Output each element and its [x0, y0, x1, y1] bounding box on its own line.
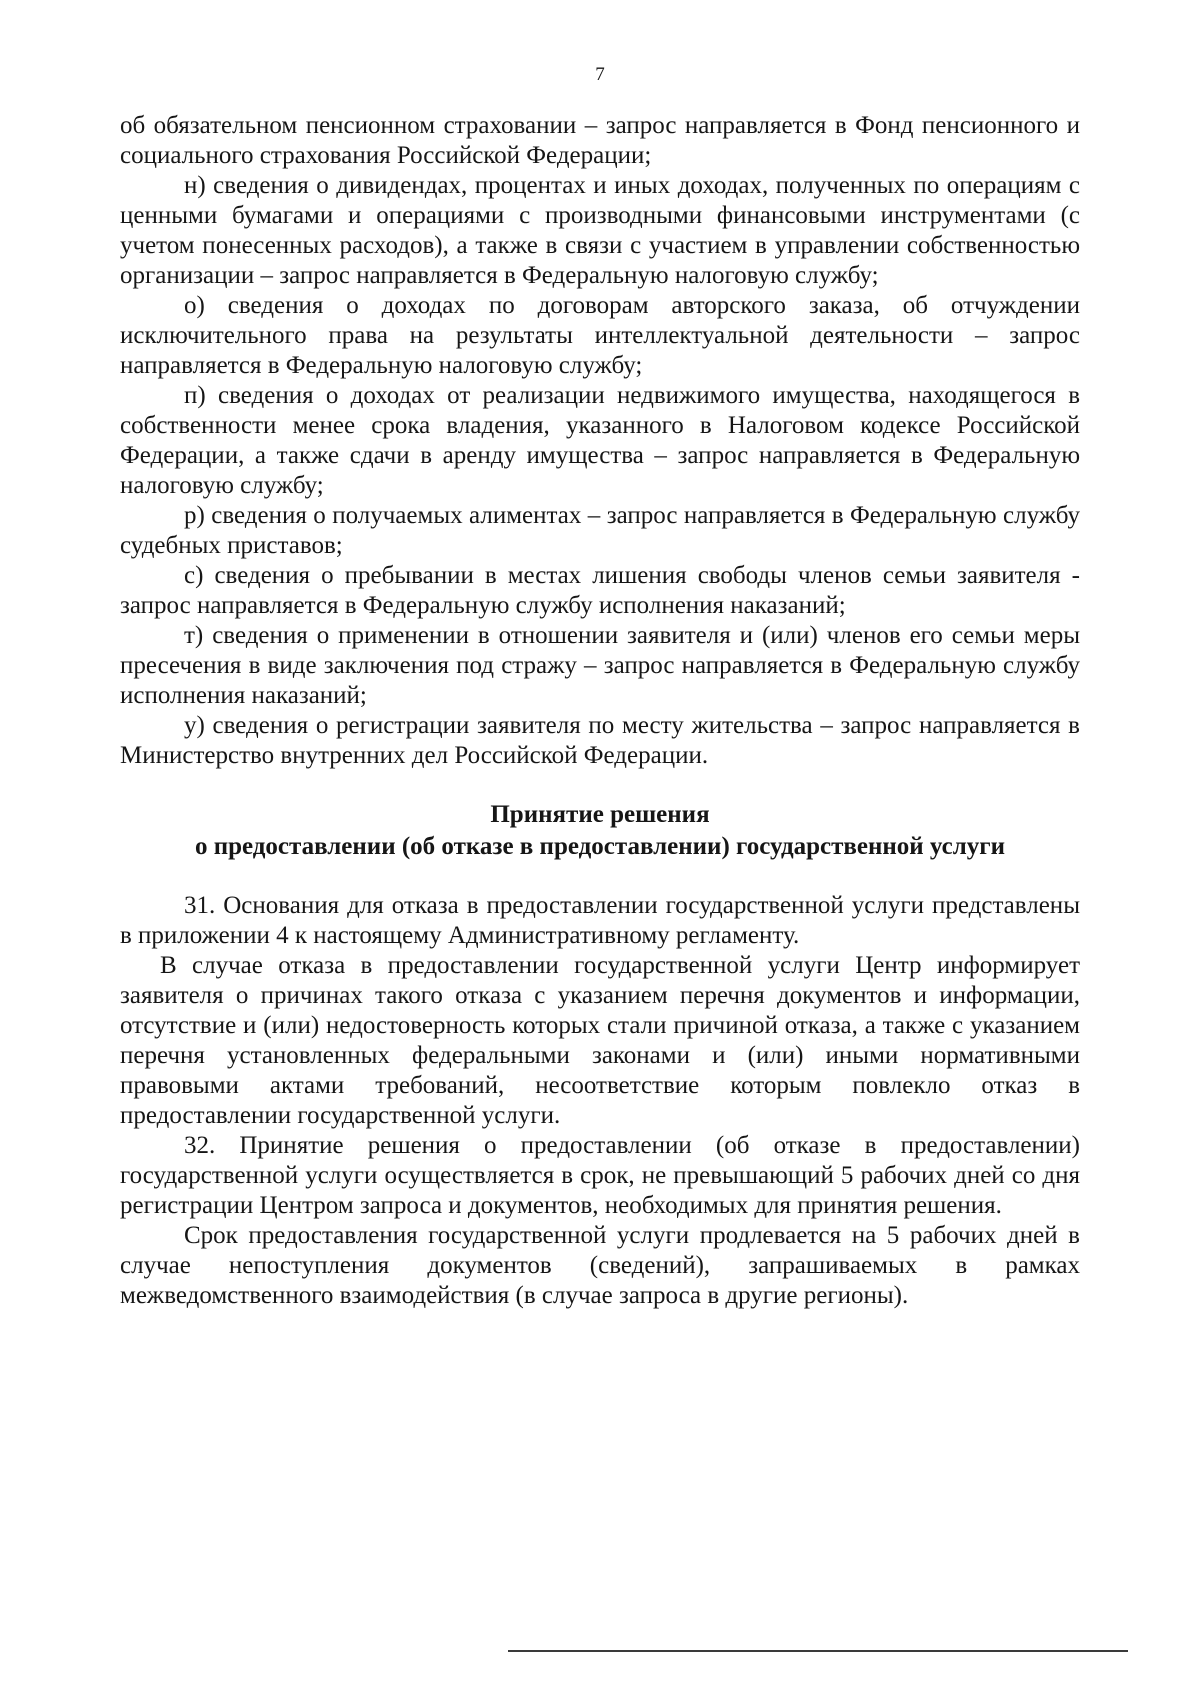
- paragraph-31: 31. Основания для отказа в предоставлении государственной услуги представлены в приложении 4 к настоящему Административному регламенту.: [120, 892, 1080, 949]
- section-heading-line1: Принятие решения: [490, 801, 710, 828]
- paragraph-item-o: о) сведения о доходах по договорам авторского заказа, об отчуждении исключительного права на результаты интеллектуальной деятельности – запрос направляется в Федеральную налоговую службу;: [120, 292, 1080, 379]
- paragraph-refusal-notice: В случае отказа в предоставлении государственной услуги Центр информирует заявителя о причинах такого отказа с указанием перечня документов и информации, отсутствие и (или) недостоверность которых стали причиной отказа, а также с указанием перечня установленных федеральными законами и (или) иными нормативными правовыми актами требований, несоответствие которым повлекло отказ в предоставлении государственной услуги.: [120, 952, 1080, 1129]
- page-number: 7: [595, 64, 605, 85]
- paragraph-item-p: п) сведения о доходах от реализации недвижимого имущества, находящегося в собственности менее срока владения, указанного в Налоговом кодексе Российской Федерации, а также сдачи в аренду имущества – запрос направляется в Федеральную налоговую службу;: [120, 382, 1080, 499]
- footer-divider-line: [508, 1650, 1128, 1652]
- paragraph-extension: Срок предоставления государственной услуги продлевается на 5 рабочих дней в случае непоступления документов (сведений), запрашиваемых в рамках межведомственного взаимодействия (в случае запроса в другие регионы).: [120, 1222, 1080, 1309]
- paragraph-item-u: у) сведения о регистрации заявителя по месту жительства – запрос направляется в Министерство внутренних дел Российской Федерации.: [120, 712, 1080, 769]
- section-heading: [120, 799, 1080, 863]
- paragraph-item-t: т) сведения о применении в отношении заявителя и (или) членов его семьи меры пресечения в виде заключения под стражу – запрос направляется в Федеральную службу исполнения наказаний;: [120, 622, 1080, 709]
- document-body: [120, 111, 1080, 1311]
- paragraph-item-n: н) сведения о дивидендах, процентах и иных доходах, полученных по операциям с ценными бумагами и операциями с производными финансовыми инструментами (с учетом понесенных расходов), а также в связи с участием в управлении собственностью организации – запрос направляется в Федеральную налоговую службу;: [120, 172, 1080, 289]
- section-heading-line2: о предоставлении (об отказе в предоставлении) государственной услуги: [194, 833, 1006, 860]
- paragraph-32: 32. Принятие решения о предоставлении (об отказе в предоставлении) государственной услуги осуществляется в срок, не превышающий 5 рабочих дней со дня регистрации Центром запроса и документов, необходимых для принятия решения.: [120, 1132, 1080, 1219]
- paragraph-item-r: р) сведения о получаемых алиментах – запрос направляется в Федеральную службу судебных приставов;: [120, 502, 1080, 559]
- paragraph-item-s: с) сведения о пребывании в местах лишения свободы членов семьи заявителя - запрос направляется в Федеральную службу исполнения наказаний;: [120, 562, 1080, 619]
- paragraph-pension-insurance: об обязательном пенсионном страховании – запрос направляется в Фонд пенсионного и социального страхования Российской Федерации;: [120, 112, 1080, 169]
